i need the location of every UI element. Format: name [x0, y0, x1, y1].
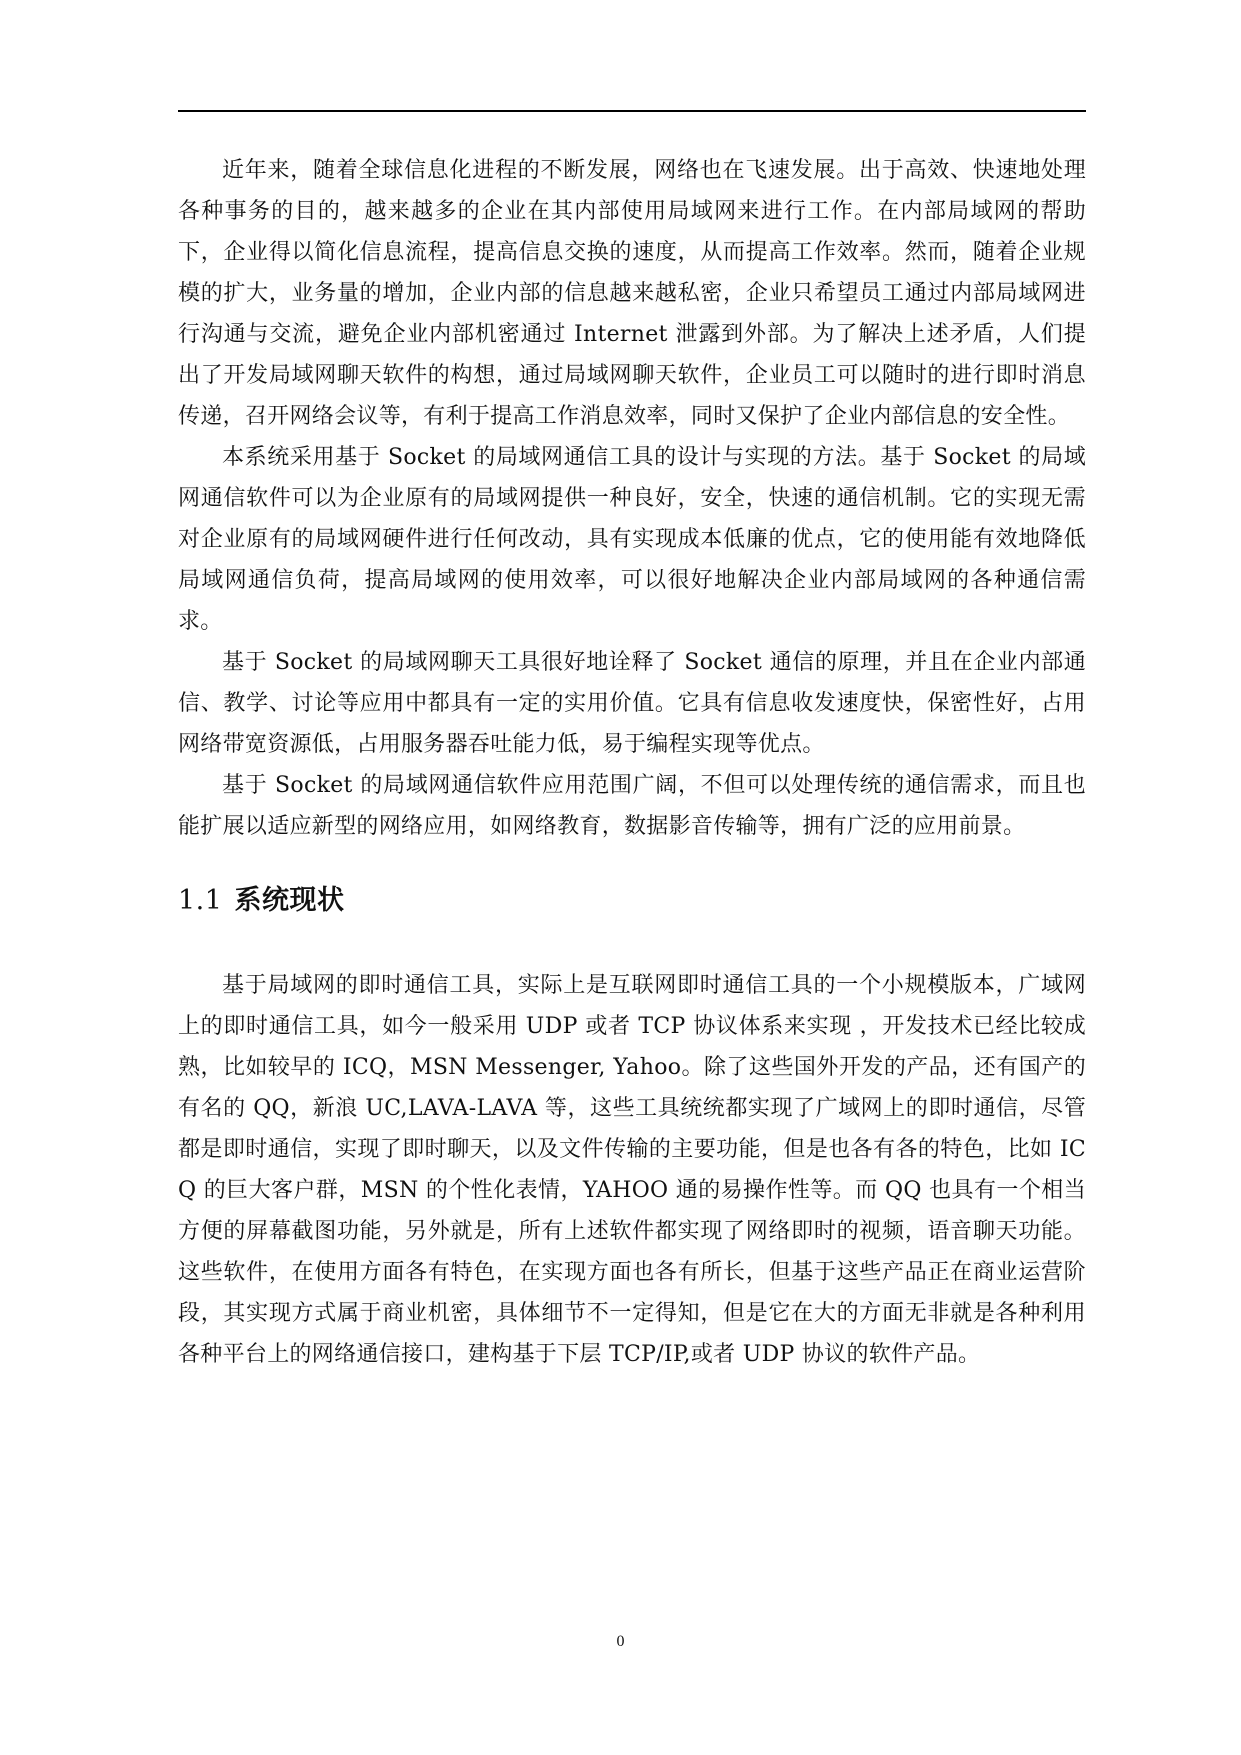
section-number: 1.1 [178, 885, 223, 916]
section-title: 系统现状 [234, 885, 345, 916]
page-body [178, 150, 1086, 1375]
intro-paragraph-3: 基于 Socket 的局域网聊天工具很好地诠释了 Socket 通信的原理，并且在企业内部通信、教学、讨论等应用中都具有一定的实用价值。它具有信息收发速度快，保密性好，占用网络带宽资源低，占用服务器吞吐能力低，易于编程实现等优点。 [178, 650, 1086, 757]
page-number: 0 [616, 1633, 625, 1650]
section-paragraph: 基于局域网的即时通信工具，实际上是互联网即时通信工具的一个小规模版本，广域网上的即时通信工具，如今一般采用 UDP 或者 TCP 协议体系来实现 ，开发技术已经比较成熟，比如较早的 ICQ，MSN Messenger, Yahoo。除了这些国外开发的产品，还有国产的有名的 QQ，新浪 UC,LAVA-LAVA 等，这些工具统统都实现了广域网上的即时通信，尽管都是即时通信，实现了即时聊天，以及文件传输的主要功能，但是也各有各的特色，比如 ICQ 的巨大客户群，MSN 的个性化表情，YAHOO 通的易操作性等。而 QQ 也具有一个相当方便的屏幕截图功能，另外就是，所有上述软件都实现了网络即时的视频，语音聊天功能。这些软件，在使用方面各有特色，在实现方面也各有所长，但基于这些产品正在商业运营阶段，其实现方式属于商业机密，具体细节不一定得知，但是它在大的方面无非就是各种利用各种平台上的网络通信接口，建构基于下层 TCP/IP,或者 UDP 协议的软件产品。 [178, 973, 1086, 1367]
intro-paragraph-1: 近年来，随着全球信息化进程的不断发展，网络也在飞速发展。出于高效、快速地处理各种事务的目的，越来越多的企业在其内部使用局域网来进行工作。在内部局域网的帮助下，企业得以简化信息流程，提高信息交换的速度，从而提高工作效率。然而，随着企业规模的扩大，业务量的增加，企业内部的信息越来越私密，企业只希望员工通过内部局域网进行沟通与交流，避免企业内部机密通过 Internet 泄露到外部。为了解决上述矛盾，人们提出了开发局域网聊天软件的构想，通过局域网聊天软件，企业员工可以随时的进行即时消息传递，召开网络会议等，有利于提高工作消息效率，同时又保护了企业内部信息的安全性。 [178, 158, 1086, 429]
section-heading [178, 881, 1086, 921]
header-rule [178, 110, 1086, 112]
intro-paragraph-2: 本系统采用基于 Socket 的局域网通信工具的设计与实现的方法。基于 Socket 的局域网通信软件可以为企业原有的局域网提供一种良好，安全，快速的通信机制。它的实现无需对企业原有的局域网硬件进行任何改动，具有实现成本低廉的优点，它的使用能有效地降低局域网通信负荷，提高局域网的使用效率，可以很好地解决企业内部局域网的各种通信需求。 [178, 445, 1086, 634]
intro-paragraph-4: 基于 Socket 的局域网通信软件应用范围广阔，不但可以处理传统的通信需求，而且也能扩展以适应新型的网络应用，如网络教育，数据影音传输等，拥有广泛的应用前景。 [178, 773, 1086, 839]
